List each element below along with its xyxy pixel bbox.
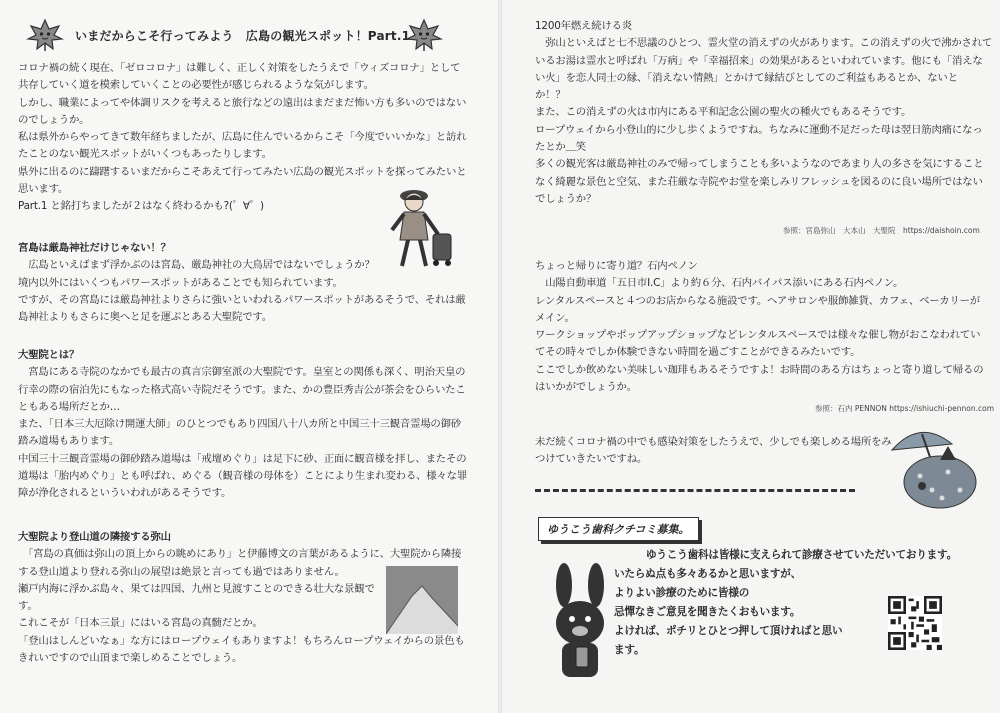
maple-leaf-icon-right — [405, 18, 443, 52]
body-line: 中国三十三観音霊場の御砂踏み道場は「戒壇めぐり」は足下に砂、正面に観音様を拝し、またその — [18, 452, 467, 465]
intro-line: しかし、職業によってや体調リスクを考えると旅行などの遠出はまだまだ怖い方も多いのではない — [18, 96, 467, 109]
body-line: 境内以外にはいくつもパワースポットがあることでも知られています。 — [18, 276, 343, 289]
section-heading: 大聖院とは？ — [18, 349, 80, 361]
body-line: メイン。 — [535, 311, 575, 324]
page-fold — [498, 0, 502, 713]
body-line: きれいですので山頂まで楽しめることでしょう。 — [18, 652, 243, 665]
intro-line: 思います。 — [18, 183, 69, 196]
body-line: 広島といえばまず浮かぶのは宮島、厳島神社の大鳥居ではないでしょうか？ — [18, 259, 375, 272]
daishoin-section — [18, 347, 467, 503]
intro-line: Part.1 と銘打ちましたが２はなく終わるかも?(゜∀゜) — [18, 200, 264, 213]
body-line: ここでしか飲めない美味しい珈琲もあるそうですよ！お時間のある方はちょっと寄り道して帰るの — [535, 363, 984, 376]
body-line: はいかがでしょうか。 — [535, 381, 637, 394]
body-line: いるお湯は霊水と呼ばれ「万病」や「幸福招来」の効果があるといわれています。他にも「消えな — [535, 54, 983, 67]
section-divider — [535, 489, 855, 492]
review-line: よりよい診療のために皆様の — [614, 587, 750, 599]
body-line: ですが、その宮島には厳島神社よりさらに強いといわれるパワースポットがあるそうで、それは厳 — [18, 293, 466, 306]
section-heading: 大聖院より登山道の隣接する弥山 — [18, 531, 171, 543]
umbrella-character-illustration — [880, 420, 990, 512]
intro-line: 私は県外からやってきて数年経ちましたが、広島に住んでいるからこそ「今度でいいかな」と訪れ — [18, 131, 467, 144]
body-line: 踏み道場もあります。 — [18, 435, 120, 448]
intro-line: 共存していく道を模索していくことの必要性が感じられるような気がします。 — [18, 79, 374, 92]
intro-line: コロナ禍の続く現在、「ゼロコロナ」は難しく、正しく対策をしたうえで「ウィズコロナ」として — [18, 62, 461, 74]
body-line: ワークショップやポップアップショップなどレンタルスペースでは様々な催し物がおこなわれてい — [535, 329, 981, 342]
body-line: これこそが「日本三景」にはいる宮島の真髄だとか。 — [18, 617, 263, 630]
body-line: い火」を恋人同士の縁、「消えない情熱」とかけて縁結びとしてのご利益もあるとか、ないと — [535, 71, 958, 84]
body-line: 宮島にある寺院のなかでも最古の真言宗御室派の大聖院です。皇室との関係も深く、明治天皇の — [18, 366, 466, 379]
body-line: レンタルスペースと４つのお店からなる施設です。ヘアサロンや服飾雑貨、カフェ、ベーカリーが — [535, 294, 981, 307]
page-title: いまだからこそ行ってみよう 広島の観光スポット！Part.1 — [75, 29, 411, 43]
review-line: 忌憚なきご意見を聞きたくおもいます。 — [614, 606, 801, 618]
body-line: てその時々でしか体験できない時間を過ごすことができるみたいです。 — [535, 346, 861, 359]
intro-line: 県外に出るのに躊躇するいまだからこそあえて行ってみたい広島の観光スポットを探ってみたいと — [18, 165, 467, 178]
flame-reference: 参照：宮島弥山 大本山 大聖院 https://daishoin.com — [783, 226, 980, 235]
body-line: ロープウェイから小登山的に少し歩くようですね。ちなみに運動不足だった母は翌日筋肉痛になっ — [535, 123, 983, 136]
flame-section — [535, 18, 992, 208]
body-line: 瀬戸内海に浮かぶ島々、果ては四国、九州と見渡すことのできる壮大な景観で — [18, 582, 375, 595]
body-line: 弥山といえばと七不思議のひとつ、霊火堂の消えずの火があります。この消えずの火で沸かされて — [535, 37, 993, 50]
review-line: ゆうこう歯科は皆様に支えられて診療させていただいております。 — [646, 549, 957, 561]
body-line: また、「日本三大厄除け開運大師」のひとつでもあり四国八十八カ所と中国三十三観音霊場の御砂 — [18, 418, 461, 431]
rabbit-character-illustration — [540, 563, 620, 681]
body-line: なく綺麗な景色と空気、また荘厳な寺院やお堂を楽しみリフレッシュを図るのに良い場所ではない — [535, 175, 983, 188]
body-line: 多くの観光客は厳島神社のみで帰ってしまうことも多いようなのであまり人の多さを気にすること — [535, 158, 984, 171]
body-line: つけていきたいですね。 — [535, 453, 648, 466]
pennon-reference: 参照：石内 PENNON https://ishiuchi-pennon.com — [815, 404, 995, 413]
review-line: よければ、ポチリとひとつ押して頂ければと思い — [614, 625, 843, 637]
body-line: する登山道より登れる弥山の展望は絶景と言っても過ではありません。 — [18, 565, 345, 578]
intro-line: たことのない観光スポットがいくつもあったりします。 — [18, 148, 272, 161]
body-line: 道場は「胎内めぐり」とも呼ばれ、めぐる（観音様の母体を）ことにより生まれ変わる、様々な罪 — [18, 470, 468, 483]
review-heading: ゆうこう歯科クチコミ募集。 — [538, 517, 699, 541]
body-line: 「宮島の真価は弥山の頂上からの眺めにあり」と伊藤博文の言葉があるように、大聖院から隣接 — [18, 548, 462, 561]
body-line: 「登山はしんどいなぁ」な方にはロープウェイもありますよ！もちろんロープウェイからの景色も — [18, 634, 465, 647]
body-line: ともある場所だとか… — [18, 400, 120, 413]
closing-paragraph — [535, 434, 891, 469]
body-line: 山陽自動車道「五日市I.C」より約６分、石内バイパス添いにある石内ペノン。 — [535, 277, 904, 290]
body-line: たとか＿笑 — [535, 141, 586, 154]
mountain-photo — [386, 566, 458, 634]
body-line: 未だ続くコロナ禍の中でも感染対策をしたうえで、少しでも楽しめる場所をみ — [535, 436, 892, 448]
miyajima-section — [18, 240, 466, 326]
section-heading: ちょっと帰りに寄り道？石内ペノン — [535, 260, 698, 272]
body-line: 行幸の際の宿泊先にもなった格式高い寺院だそうです。また、かの豊臣秀吉公が茶会をひらいたこ — [18, 383, 466, 396]
review-qr-code[interactable] — [888, 596, 942, 650]
body-line: 障が浄化されるといういわれがあるそうです。 — [18, 487, 232, 500]
review-line: ます。 — [614, 644, 645, 656]
body-line: す。 — [18, 600, 38, 613]
body-line: でしょうか？ — [535, 192, 597, 205]
review-line: いたらぬ点も多々あるかと思いますが、 — [614, 568, 802, 580]
section-heading: 1200年燃え続ける炎 — [535, 20, 632, 32]
body-line: また、この消えずの火は市内にある平和記念公園の聖火の種火でもあるそうです。 — [535, 106, 912, 119]
body-line: 島神社よりもさらに奥へと足を運ぶとある大聖院です。 — [18, 311, 272, 324]
pennon-section — [535, 258, 983, 396]
intro-line: のでしょうか。 — [18, 113, 90, 126]
section-heading: 宮島は厳島神社だけじゃない！？ — [18, 242, 171, 254]
body-line: か！？ — [535, 89, 566, 102]
maple-leaf-icon-left — [26, 18, 64, 52]
